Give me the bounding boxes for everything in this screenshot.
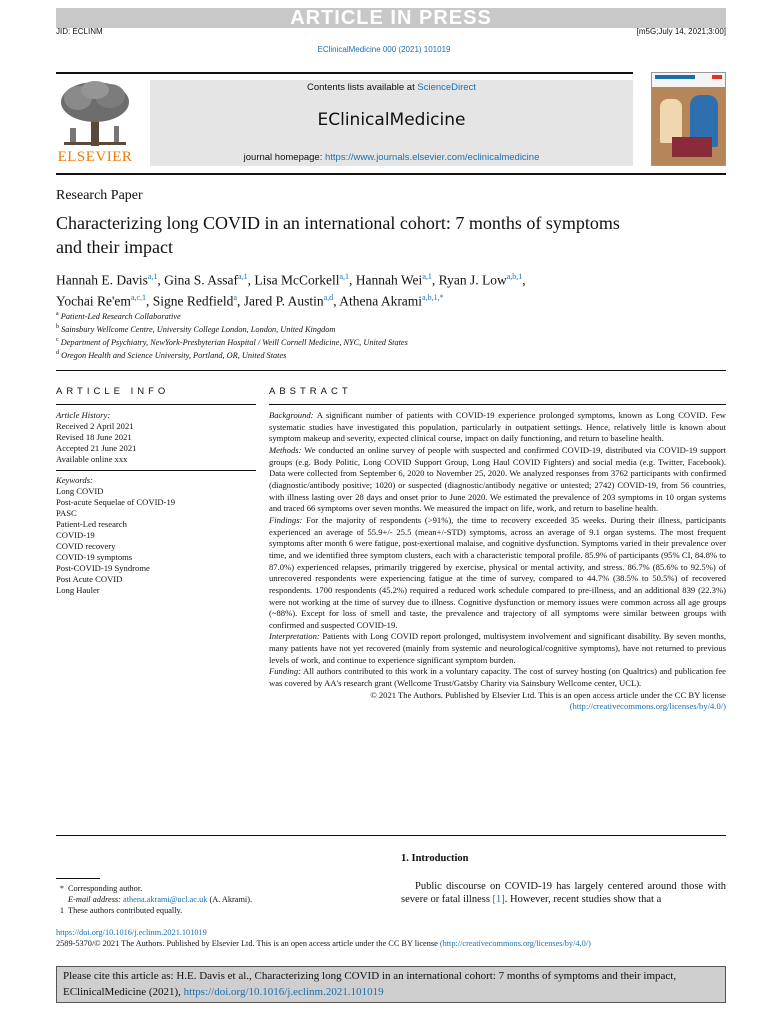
article-info-heading: ARTICLE INFO <box>56 386 170 397</box>
author-list: Hannah E. Davis$^{a,1}$, Gina S. Assaf$^{a,1}$, Lisa McCorkell$^{a,1}$, Hannah Wei$^{a,1}$, Ryan J. Low$^{a,b,1}$, Yochai Re'em$^{a,c,1}$, Signe Redfield$^a$, Jared P. Austin$^{a,d}$, Athena Akrami$^{a,b,1,*}$ <box>56 272 526 308</box>
keyword-item: Post Acute COVID <box>56 574 123 584</box>
citation-doi-link[interactable]: https://doi.org/10.1016/j.eclinm.2021.101019 <box>183 985 384 998</box>
affiliation-item <box>56 309 408 322</box>
corresponding-mark: * <box>59 884 65 893</box>
abstract-section-text: For the majority of respondents (>91%), the time to recovery exceeded 35 weeks. During their illness, participants experienced an average of 55.9+/- 25.5 (mean+/-STD) symptoms, across an average of 9.1 organ systems. The most frequent symptoms after month 6 were fatigue, post-exertional malaise, and cognitive dysfunction. Symptoms varied in their prevalence over time, and we identified three symptom clusters, each with a characteristic temporal profile. 85.9% of participants (95% CI, 84.8% to 87.0%) experienced relapses, primarily triggered by exercise, physical or mental activity, and stress. 86.7% (85.6% to 92.5%) of unrecovered respondents were experiencing fatigue at the time of survey, compared to 44.7% (38.5% to 50.5%) of recovered respondents. 1700 respondents (45.2%) required a reduced work schedule compared to pre-illness, and an additional 839 (22.3%) were not working at the time of survey due to illness. Cognitive dysfunction or memory issues were common across all age groups (~88%). Except for loss of smell and taste, the prevalence and trajectory of all symptoms were similar between groups with confirmed and suspected COVID-19. <box>269 514 726 630</box>
introduction-heading: 1. Introduction <box>401 853 469 864</box>
copyright-notice <box>269 690 726 713</box>
email-link[interactable]: athena.akrami@ucl.ac.uk <box>123 895 208 904</box>
affiliation-item <box>56 322 408 335</box>
abstract-section-text: All authors contributed to this work in a voluntary capacity. The cost of survey hosting (on Qualtrics) and publication fee was covered by AA's research grant (Wellcome Trust/Gatsby Charity via Sainsbury Wellcome center, UCL). <box>269 666 726 689</box>
abstract-section-text: A significant number of patients with COVID-19 experience prolonged symptoms, known as Long COVID. Few systematic studies have investigated this population, particularly in outpatient settings. Hence, relatively little is known about symptom makeup and severity, expected clinical course, impact on daily functioning, and return to baseline health. <box>269 410 726 444</box>
section-top-rule <box>56 370 726 371</box>
cover-badge <box>712 75 722 79</box>
author-name[interactable]: Signe Redfield <box>152 293 234 308</box>
footnotes <box>56 883 386 916</box>
keyword-item: Post-acute Sequelae of COVID-19 <box>56 497 176 507</box>
production-stamp: [m5G;July 14, 2021;3:00] <box>636 27 726 36</box>
paper-type: Research Paper <box>56 188 143 203</box>
email-note <box>56 894 386 905</box>
footnote-rule <box>56 878 100 879</box>
cover-header <box>652 73 725 87</box>
keywords-label: Keywords: <box>56 475 93 485</box>
abstract-section <box>269 631 726 666</box>
abstract-section-text: We conducted an online survey of people with suspected and confirmed COVID-19, distributed via COVID-19 support groups (e.g. Body Politic, Long COVID Support Group, Long Haul COVID Fighters) and social media (e.g. Twitter, Facebook). Data were collected from September 6, 2020 to November 25, 2020. We analyzed responses from 3762 participants with confirmed (diagnostic/antibody positive; 1020) or suspected (diagnostic/antibody negative or untested; 2742) COVID-19, from 56 countries, with illness lasting over 28 days and onset prior to June 2020. We estimated the prevalence of 203 symptoms in 10 organ systems and traced 66 symptoms over seven months. We measured the impact on life, work, and return to baseline health. <box>269 444 726 514</box>
reference-link[interactable]: [1] <box>492 894 505 905</box>
sciencedirect-link[interactable]: ScienceDirect <box>417 82 476 93</box>
citation-text: Please cite this article as: H.E. Davis et al., Characterizing long COVID in an international cohort: 7 months of symptoms and their impact, EClinicalMedicine (2021), <box>63 970 677 998</box>
author-affiliation-marks[interactable]: a <box>233 292 237 302</box>
abstract-body <box>269 410 726 713</box>
article-info-rule <box>56 404 256 405</box>
affiliation-mark: b <box>56 324 59 331</box>
history-item: Revised 18 June 2021 <box>56 432 132 442</box>
cover-logo <box>655 75 695 79</box>
keywords-list <box>56 486 256 596</box>
abstract-section-label: Methods: <box>269 444 302 455</box>
masthead-bottom-rule <box>56 173 726 175</box>
article-info-separator <box>56 470 256 471</box>
author-name[interactable]: Ryan J. Low <box>438 272 507 288</box>
article-in-press-banner: ARTICLE IN PRESS <box>56 8 726 28</box>
author-name[interactable]: Yochai Re'em <box>56 293 131 308</box>
abstract-section <box>269 515 726 632</box>
abstract-section-label: Background: <box>269 410 314 420</box>
corresponding-text: Corresponding author. <box>68 884 143 893</box>
keyword-item: Post-COVID-19 Syndrome <box>56 563 150 573</box>
journal-masthead <box>150 80 633 166</box>
journal-id: JID: ECLINM <box>56 27 103 36</box>
author-name[interactable]: Athena Akrami <box>339 293 423 308</box>
author-affiliation-marks[interactable]: a,1 <box>238 272 248 281</box>
elsevier-logo[interactable] <box>56 80 134 166</box>
abstract-section <box>269 445 726 515</box>
abstract-section-label: Funding: <box>269 666 301 677</box>
author-name[interactable]: Gina S. Assaf <box>164 272 239 288</box>
corresponding-author-note <box>56 883 386 894</box>
homepage-link[interactable]: https://www.journals.elsevier.com/eclinicalmedicine <box>324 152 540 163</box>
elsevier-wordmark: ELSEVIER <box>57 149 133 165</box>
abstract-section <box>269 410 726 445</box>
contents-availability <box>150 82 633 93</box>
history-label: Article History: <box>56 410 111 420</box>
email-suffix: (A. Akrami). <box>207 895 253 904</box>
keyword-item: PASC <box>56 508 77 518</box>
article-info-panel <box>56 410 256 596</box>
affiliation-text: Patient-Led Research Collaborative <box>60 311 181 321</box>
abstract-heading: ABSTRACT <box>269 386 352 397</box>
email-label: E-mail address: <box>68 895 121 904</box>
contents-prefix: Contents lists available at <box>307 82 418 93</box>
abstract-section-label: Findings: <box>269 514 303 525</box>
affiliation-text: Department of Psychiatry, NewYork-Presbyterian Hospital / Weill Cornell Medicine, NYC, United States <box>60 337 408 347</box>
author-name[interactable]: Hannah Wei <box>355 272 423 288</box>
author-name[interactable]: Hannah E. Davis <box>56 272 148 288</box>
abstract-section-text: Patients with Long COVID report prolonged, multisystem involvement and significant disability. By seven months, many patients have not yet recovered (mainly from systemic and neurological/cognitive symptoms), have not returned to previous levels of work, and continue to experience significant symptom burden. <box>269 631 726 665</box>
affiliations <box>56 309 408 361</box>
author-name[interactable]: Jared P. Austin <box>243 293 324 308</box>
history-item: Received 2 April 2021 <box>56 421 134 431</box>
author-affiliation-marks[interactable]: a,1 <box>339 272 350 281</box>
keyword-item: Patient-Led research <box>56 519 127 529</box>
author-affiliation-marks[interactable]: a,b,1,* <box>422 292 444 302</box>
author-affiliation-marks[interactable]: a,c,1 <box>130 292 147 302</box>
elsevier-tree-icon <box>56 80 134 148</box>
copyright-text: © 2021 The Authors. Published by Elsevier Ltd. This is an open access article under the CC BY license <box>370 689 726 700</box>
issn-license-link[interactable]: (http://creativecommons.org/licenses/by/4.0/) <box>439 939 591 948</box>
journal-name: EClinicalMedicine <box>317 110 466 130</box>
author-name[interactable]: Lisa McCorkell <box>254 272 340 288</box>
affiliation-item <box>56 348 408 361</box>
issn-text: 2589-5370/© 2021 The Authors. Published by Elsevier Ltd. This is an open access article under the CC BY license <box>56 939 440 948</box>
history-list <box>56 421 256 465</box>
journal-reference[interactable]: EClinicalMedicine 000 (2021) 101019 <box>317 45 451 54</box>
homepage-prefix: journal homepage: <box>243 152 325 163</box>
cover-figure-foreground <box>672 137 712 157</box>
introduction-text <box>401 880 726 906</box>
affiliation-mark: a <box>56 311 59 317</box>
journal-cover-thumbnail[interactable] <box>651 72 726 166</box>
abstract-section-label: Interpretation: <box>269 631 320 642</box>
keyword-item: COVID-19 symptoms <box>56 552 133 562</box>
equal-mark: 1 <box>59 906 65 915</box>
license-link[interactable]: (http://creativecommons.org/licenses/by/4.0/) <box>569 701 726 712</box>
history-item: Available online xxx <box>56 454 128 464</box>
affiliation-text: Oregon Health and Science University, Portland, OR, United States <box>61 350 287 360</box>
keyword-item: Long COVID <box>56 486 104 496</box>
author-affiliation-marks[interactable]: a,1 <box>147 272 158 281</box>
abstract-section <box>269 666 726 689</box>
affiliation-mark: c <box>56 337 59 344</box>
masthead-top-rule <box>56 72 633 74</box>
author-affiliation-marks[interactable]: a,1 <box>422 272 432 281</box>
citation-box <box>56 966 726 1003</box>
history-item: Accepted 21 June 2021 <box>56 443 137 453</box>
affiliation-item <box>56 335 408 348</box>
author-affiliation-marks[interactable]: a,b,1 <box>506 272 523 281</box>
article-title: Characterizing long COVID in an international cohort: 7 months of symptoms and their impact <box>56 213 620 257</box>
equal-text: These authors contributed equally. <box>68 906 183 915</box>
doi-link[interactable]: https://doi.org/10.1016/j.eclinm.2021.101019 <box>56 928 207 937</box>
issn-line <box>56 939 591 948</box>
intro-text-start: Public discourse on COVID-19 has largely centered around those with severe or fatal illness <box>401 881 726 905</box>
journal-homepage <box>150 152 633 163</box>
equal-contribution-note <box>56 905 386 916</box>
keyword-item: COVID recovery <box>56 541 116 551</box>
abstract-bottom-rule <box>56 835 726 836</box>
abstract-rule <box>269 404 726 405</box>
affiliation-text: Sainsbury Wellcome Centre, University College London, London, United Kingdom <box>61 324 336 334</box>
author-affiliation-marks[interactable]: a,d <box>323 292 334 302</box>
keyword-item: COVID-19 <box>56 530 95 540</box>
keyword-item: Long Hauler <box>56 585 100 595</box>
abstract-sections <box>269 410 726 690</box>
affiliation-mark: d <box>56 350 59 357</box>
intro-text-end: . However, recent studies show that a <box>504 894 662 905</box>
